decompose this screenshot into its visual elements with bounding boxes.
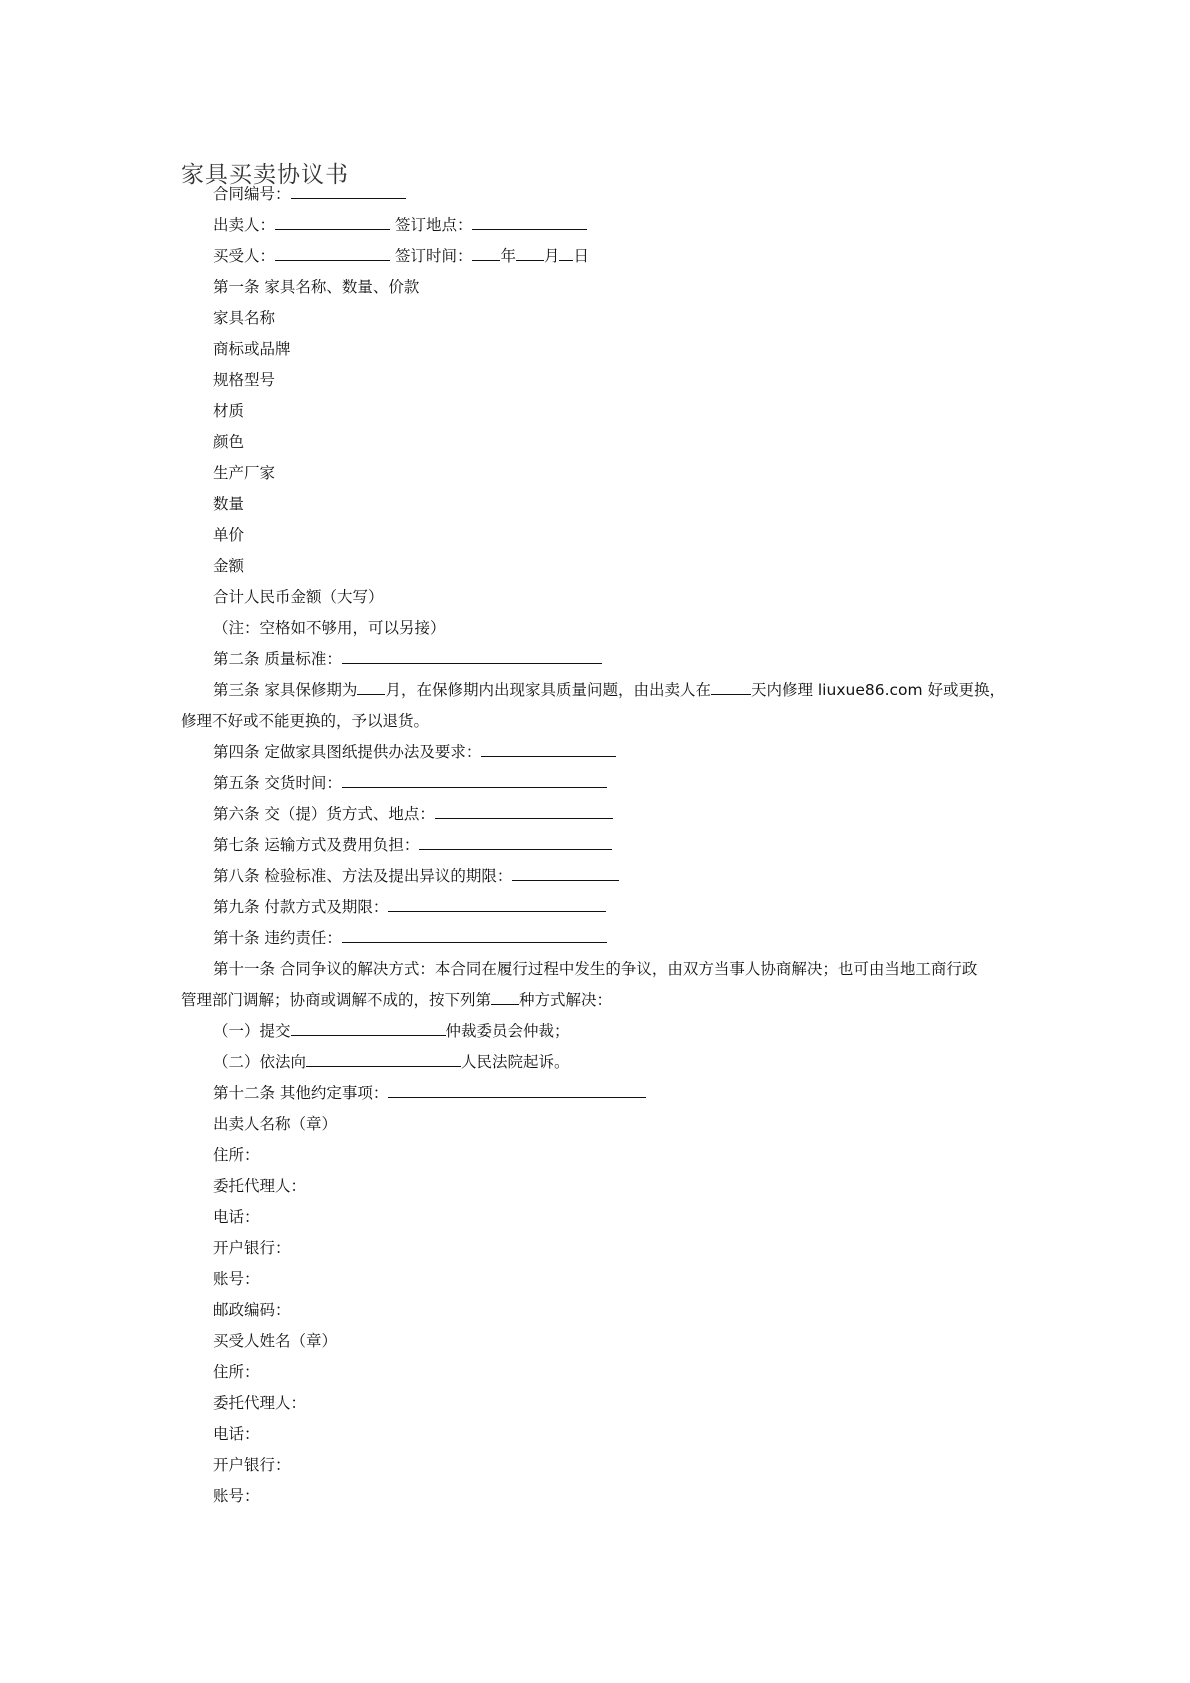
- line-text: 管理部门调解；协商或调解不成的，按下列第: [181, 991, 492, 1009]
- line-text: 人民法院起诉。: [461, 1053, 570, 1071]
- line-text: 月，在保修期内出现家具质量问题，由出卖人在: [385, 681, 711, 699]
- document-line: [213, 370, 275, 390]
- line-text: 签订地点：: [390, 216, 473, 234]
- fill-in-blank: [491, 990, 519, 1005]
- document-line: [213, 866, 619, 886]
- line-text: 仲裁委员会仲裁；: [445, 1022, 570, 1040]
- document-line: [213, 680, 1005, 700]
- document-line: [213, 1393, 306, 1413]
- document-line: [213, 1145, 260, 1165]
- document-line: [213, 1331, 337, 1351]
- line-text: 第二条 质量标准：: [213, 650, 342, 668]
- fill-in-blank: [435, 804, 613, 819]
- fill-in-blank: [559, 246, 573, 261]
- line-text: 商标或品牌: [213, 340, 291, 358]
- line-text: 合计人民币金额（大写）: [213, 588, 384, 606]
- document-line: [213, 959, 977, 979]
- fill-in-blank: [481, 742, 616, 757]
- document-line: [213, 401, 244, 421]
- document-line: [213, 525, 244, 545]
- document-line: [213, 215, 587, 235]
- document-line: [213, 773, 607, 793]
- document-line: [213, 1269, 260, 1289]
- document-line: [213, 1424, 260, 1444]
- line-text: 买受人：: [213, 247, 276, 265]
- line-text: 账号：: [213, 1487, 260, 1505]
- document-line: [213, 835, 612, 855]
- document-line: [213, 1083, 646, 1103]
- line-text: 第五条 交货时间：: [213, 774, 342, 792]
- fill-in-blank: [516, 246, 544, 261]
- fill-in-blank: [275, 215, 390, 230]
- document-line: [213, 897, 606, 917]
- line-text: 出卖人名称（章）: [213, 1115, 338, 1133]
- document-line: [213, 308, 275, 328]
- fill-in-blank: [342, 649, 602, 664]
- fill-in-blank: [388, 897, 606, 912]
- line-text: 天内修理 liuxue86.com 好或更换，: [750, 681, 1006, 699]
- line-text: 账号：: [213, 1270, 260, 1288]
- line-text: 第七条 运输方式及费用负担：: [213, 836, 420, 854]
- fill-in-blank: [291, 1021, 446, 1036]
- line-text: 住所：: [213, 1363, 260, 1381]
- document-line: [181, 711, 429, 731]
- document-line: [213, 494, 244, 514]
- document-line: [213, 587, 384, 607]
- fill-in-blank: [419, 835, 612, 850]
- fill-in-blank: [357, 680, 385, 695]
- line-text: 材质: [213, 402, 245, 420]
- document-line: [213, 1021, 570, 1041]
- line-text: 电话：: [213, 1208, 260, 1226]
- document-line: [213, 649, 602, 669]
- line-text: 第三条 家具保修期为: [213, 681, 358, 699]
- line-text: 签订时间：: [390, 247, 473, 265]
- document-line: [213, 556, 244, 576]
- document-line: [181, 990, 612, 1010]
- document-line: [213, 339, 291, 359]
- line-text: 日: [573, 247, 589, 265]
- document-line: [213, 1455, 291, 1475]
- line-text: 规格型号: [213, 371, 276, 389]
- fill-in-blank: [342, 773, 607, 788]
- line-text: 委托代理人：: [213, 1177, 307, 1195]
- line-text: 委托代理人：: [213, 1394, 307, 1412]
- line-text: 第一条 家具名称、数量、价款: [213, 278, 420, 296]
- line-text: 数量: [213, 495, 245, 513]
- document-line: [213, 1300, 291, 1320]
- line-text: （注：空格如不够用，可以另接）: [213, 619, 446, 637]
- document-line: [213, 804, 613, 824]
- document-line: [213, 1486, 260, 1506]
- document-line: [213, 277, 419, 297]
- fill-in-blank: [342, 928, 607, 943]
- line-text: 买受人姓名（章）: [213, 1332, 338, 1350]
- document-line: [213, 463, 275, 483]
- line-text: （二）依法向: [213, 1053, 307, 1071]
- fill-in-blank: [512, 866, 619, 881]
- line-text: 第六条 交（提）货方式、地点：: [213, 805, 435, 823]
- line-text: 第十二条 其他约定事项：: [213, 1084, 389, 1102]
- line-text: 开户银行：: [213, 1456, 291, 1474]
- line-text: 生产厂家: [213, 464, 276, 482]
- fill-in-blank: [472, 246, 500, 261]
- line-text: 颜色: [213, 433, 245, 451]
- line-text: 电话：: [213, 1425, 260, 1443]
- line-text: 第十条 违约责任：: [213, 929, 342, 947]
- document-line: [213, 432, 244, 452]
- document-line: [213, 246, 589, 266]
- line-text: 出卖人：: [213, 216, 276, 234]
- fill-in-blank: [306, 1052, 461, 1067]
- fill-in-blank: [275, 246, 390, 261]
- line-text: 单价: [213, 526, 245, 544]
- document-line: [213, 1176, 306, 1196]
- fill-in-blank: [711, 680, 751, 695]
- line-text: 种方式解决：: [519, 991, 613, 1009]
- line-text: （一）提交: [213, 1022, 291, 1040]
- document-line: [213, 928, 607, 948]
- document-title: 家具买卖协议书: [181, 162, 349, 188]
- line-text: 第九条 付款方式及期限：: [213, 898, 389, 916]
- document-line: [213, 618, 446, 638]
- document-line: [213, 1207, 260, 1227]
- line-text: 第十一条 合同争议的解决方式：本合同在履行过程中发生的争议，由双方当事人协商解决；也可由当地工商行政: [213, 960, 978, 978]
- line-text: 住所：: [213, 1146, 260, 1164]
- document-line: [213, 1238, 291, 1258]
- line-text: 合同编号：: [213, 185, 291, 203]
- line-text: 家具名称: [213, 309, 276, 327]
- document-line: [213, 1052, 570, 1072]
- document-line: [213, 1114, 337, 1134]
- line-text: 第八条 检验标准、方法及提出异议的期限：: [213, 867, 513, 885]
- line-text: 月: [543, 247, 560, 265]
- line-text: 第四条 定做家具图纸提供办法及要求：: [213, 743, 482, 761]
- fill-in-blank: [291, 184, 406, 199]
- document-line: [213, 184, 406, 204]
- line-text: 邮政编码：: [213, 1301, 291, 1319]
- line-text: 年: [500, 247, 516, 265]
- fill-in-blank: [472, 215, 587, 230]
- document-line: [213, 1362, 260, 1382]
- line-text: 修理不好或不能更换的，予以退货。: [181, 712, 430, 730]
- fill-in-blank: [388, 1083, 646, 1098]
- line-text: 金额: [213, 557, 245, 575]
- line-text: 开户银行：: [213, 1239, 291, 1257]
- document-line: [213, 742, 616, 762]
